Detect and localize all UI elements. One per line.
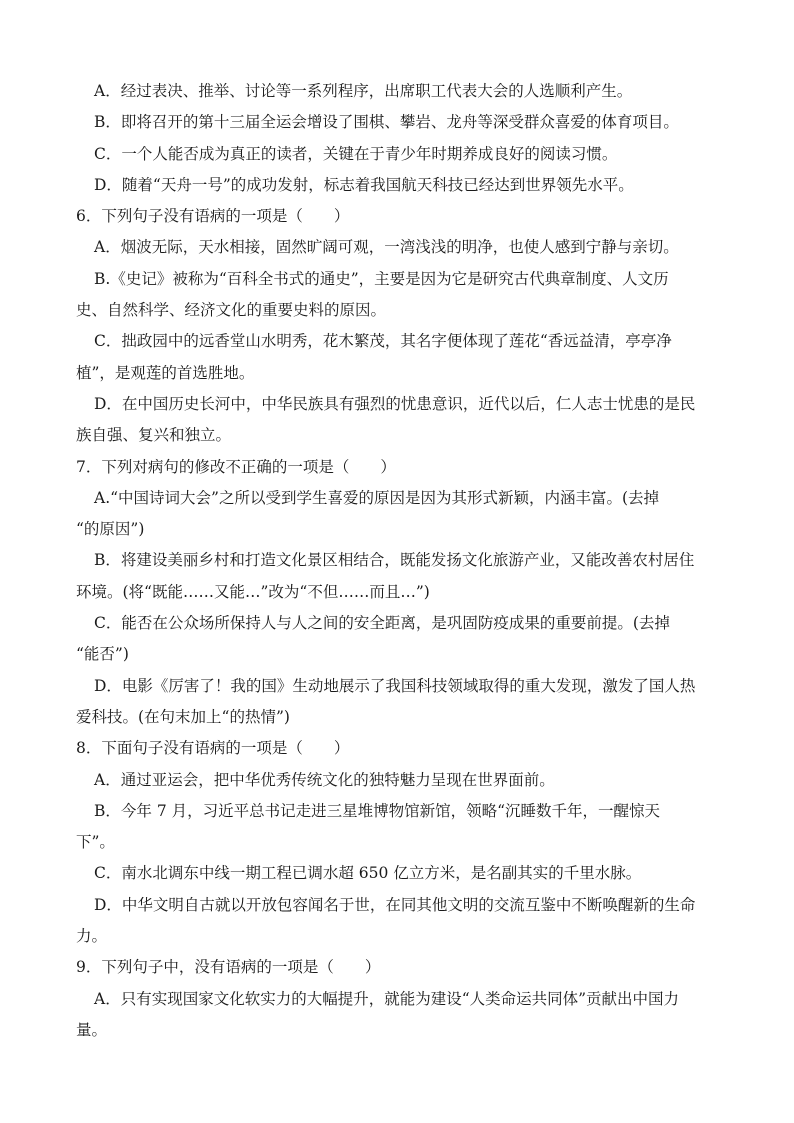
option-continuation: 植”，是观莲的首选胜地。 xyxy=(76,363,255,382)
answer-option: D．电影《厉害了！我的国》生动地展示了我国科技领域取得的重大发现，激发了国人热 xyxy=(94,676,696,695)
answer-option: C．能否在公众场所保持人与人之间的安全距离，是巩固防疫成果的重要前提。(去掉 xyxy=(94,614,670,633)
answer-option: D．在中国历史长河中，中华民族具有强烈的忧患意识，近代以后，仁人志士忧患的是民 xyxy=(94,394,696,413)
answer-option: D．中华文明自古就以开放包容闻名于世，在同其他文明的交流互鉴中不断唤醒新的生命 xyxy=(94,895,696,914)
option-continuation: 下”。 xyxy=(76,833,115,852)
answer-option: C．拙政园中的远香堂山水明秀，花木繁茂，其名字便体现了莲花“香远益清，亭亭净 xyxy=(94,332,672,351)
answer-option: D．随着“天舟一号”的成功发射，标志着我国航天科技已经达到世界领先水平。 xyxy=(94,175,634,194)
answer-option: A．经过表决、推举、讨论等一系列程序，出席职工代表大会的人选顺利产生。 xyxy=(94,82,633,100)
option-continuation: 族自强、复兴和独立。 xyxy=(76,426,232,445)
answer-option: A.“中国诗词大会”之所以受到学生喜爱的原因是因为其形式新颖，内涵丰富。(去掉 xyxy=(94,488,660,507)
answer-option: A．只有实现国家文化软实力的大幅提升，就能为建设“人类命运共同体”贡献出中国力 xyxy=(94,989,680,1008)
question-stem: 7．下列对病句的修改不正确的一项是（ ） xyxy=(76,457,396,476)
option-continuation: 力。 xyxy=(76,927,108,946)
question-stem: 9．下列句子中，没有语病的一项是（ ） xyxy=(76,958,381,977)
answer-option: C．一个人能否成为真正的读者，关键在于青少年时期养成良好的阅读习惯。 xyxy=(94,144,618,163)
question-stem: 6．下列句子没有语病的一项是（ ） xyxy=(76,207,350,226)
answer-option: B.《史记》被称为“百科全书式的通史”，主要是因为它是研究古代典章制度、人文历 xyxy=(94,269,669,288)
option-continuation: 环境。(将“既能……又能…”改为“不但……而且…”) xyxy=(76,582,430,601)
answer-option: B．即将召开的第十三届全运会增设了围棋、攀岩、龙舟等深受群众喜爱的体育项目。 xyxy=(94,113,679,132)
option-continuation: 爱科技。(在句末加上“的热情”) xyxy=(76,707,290,726)
question-stem: 8．下面句子没有语病的一项是（ ） xyxy=(76,739,350,758)
option-continuation: 史、自然科学、经济文化的重要史料的原因。 xyxy=(76,301,387,320)
answer-option: B．将建设美丽乡村和打造文化景区相结合，既能发扬文化旅游产业，又能改善农村居住 xyxy=(94,551,695,570)
answer-option: C．南水北调东中线一期工程已调水超 650 亿立方米，是名副其实的千里水脉。 xyxy=(94,864,642,883)
question-text-block xyxy=(76,76,718,1046)
answer-option: A．烟波无际，天水相接，固然旷阔可观，一湾浅浅的明净，也使人感到宁静与亲切。 xyxy=(94,238,679,257)
option-continuation: 量。 xyxy=(76,1020,108,1039)
option-continuation: “能否”) xyxy=(76,645,129,664)
option-continuation: “的原因”) xyxy=(76,520,145,539)
answer-option: B．今年 7 月，习近平总书记走进三星堆博物馆新馆，领略“沉睡数千年，一醒惊天 xyxy=(94,801,661,820)
answer-option: A．通过亚运会，把中华优秀传统文化的独特魅力呈现在世界面前。 xyxy=(94,770,555,789)
